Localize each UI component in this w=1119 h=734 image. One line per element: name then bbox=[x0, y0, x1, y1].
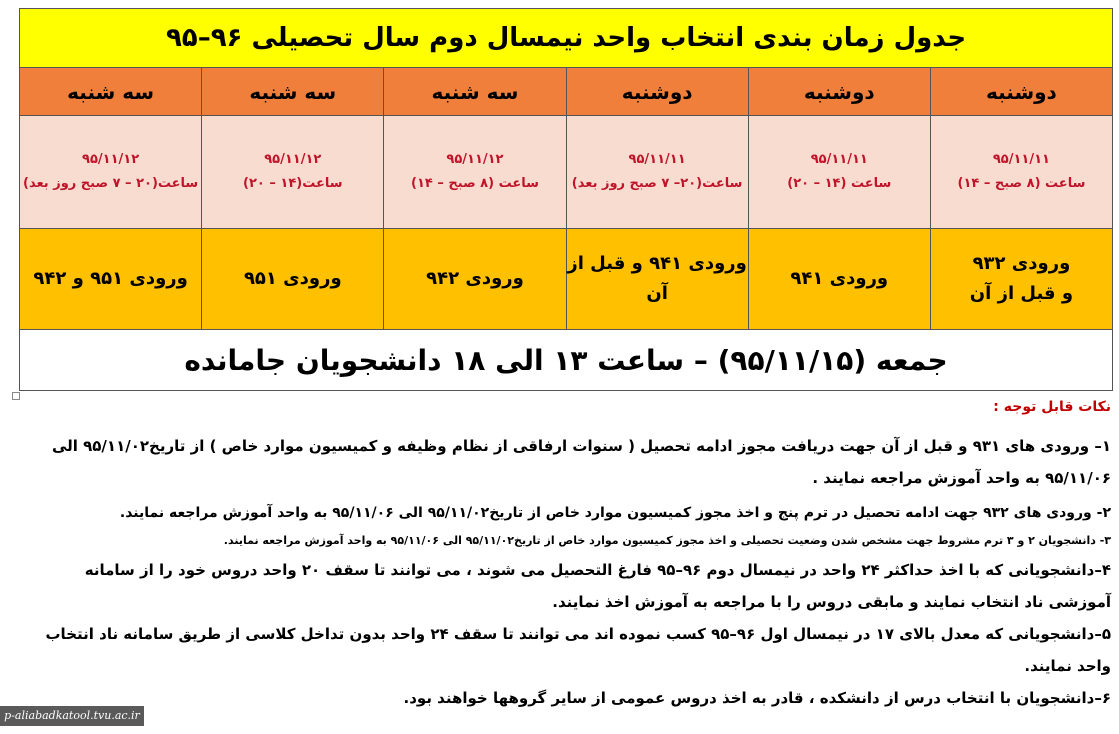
table-title: جدول زمان بندی انتخاب واحد نیمسال دوم سال تحصیلی ۹۶–۹۵ bbox=[20, 9, 1113, 68]
date-cell bbox=[202, 116, 384, 229]
entry-cell: ورودی ۹۴۱ و قبل از آن bbox=[566, 229, 748, 330]
entry-cell: ورودی ۹۵۱ bbox=[202, 229, 384, 330]
day-header: سه شنبه bbox=[202, 68, 384, 116]
notes-title-text: نکات قابل توجه bbox=[1003, 399, 1111, 415]
day-header: سه شنبه bbox=[384, 68, 566, 116]
note-item: ۳- دانشجویان ۲ و ۳ ترم مشروط جهت مشخص شدن وضعیت تحصیلی و اخذ مجوز کمیسیون موارد خاص از تاریخ۹۵/۱۱/۰۲ الی ۹۵/۱۱/۰۶ به واحد آموزش مراجعه نمایند. bbox=[223, 534, 1111, 547]
date-text: ۹۵/۱۱/۱۱ bbox=[628, 152, 686, 167]
note-item: ۶–دانشجویان با انتخاب درس از دانشکده ، قادر به اخذ دروس عمومی از سایر گروهها خواهند بود. bbox=[403, 689, 1111, 707]
entry-cell: ورودی ۹۴۱ bbox=[748, 229, 930, 330]
date-row bbox=[20, 116, 1113, 229]
notes-list bbox=[21, 430, 1111, 714]
day-row bbox=[20, 68, 1113, 116]
notes-title bbox=[993, 399, 1111, 415]
footer-note: جمعه (۹۵/۱۱/۱۵) – ساعت ۱۳ الی ۱۸ دانشجویان جامانده bbox=[20, 330, 1113, 391]
time-text: ساعت (۸ صبح – ۱۴) bbox=[957, 176, 1086, 191]
entry-row bbox=[20, 229, 1113, 330]
time-text: ساعت(۲۰ – ۷ صبح روز بعد) bbox=[23, 176, 199, 191]
table-resize-handle[interactable] bbox=[12, 392, 20, 400]
day-header: دوشنبه bbox=[566, 68, 748, 116]
date-text: ۹۵/۱۱/۱۲ bbox=[446, 152, 504, 167]
day-header: سه شنبه bbox=[20, 68, 202, 116]
entry-cell: ورودی ۹۳۲ و قبل از آن bbox=[930, 229, 1112, 330]
time-text: ساعت(۱۴ – ۲۰) bbox=[243, 176, 343, 191]
date-cell bbox=[748, 116, 930, 229]
time-text: ساعت (۸ صبح – ۱۴) bbox=[411, 176, 539, 191]
notes-title-colon: : bbox=[993, 399, 999, 415]
time-text: ساعت(۲۰– ۷ صبح روز بعد) bbox=[571, 176, 743, 191]
time-text: ساعت (۱۴ – ۲۰) bbox=[787, 176, 892, 191]
date-cell bbox=[384, 116, 566, 229]
site-watermark: p-aliabadkatool.tvu.ac.ir bbox=[0, 706, 144, 726]
entry-cell: ورودی ۹۴۲ bbox=[384, 229, 566, 330]
note-item: ۴–دانشجویانی که با اخذ حداکثر ۲۴ واحد در نیمسال دوم ۹۶–۹۵ فارغ التحصیل می شوند ، می توانند تا سقف ۲۰ واحد دروس خود را از سامانه آموزشی ناد انتخاب نمایند و مابقی دروس را با مراجعه به آموزش اخذ نمایند. bbox=[84, 561, 1111, 611]
date-cell bbox=[566, 116, 748, 229]
date-text: ۹۵/۱۱/۱۱ bbox=[810, 152, 868, 167]
date-cell bbox=[20, 116, 202, 229]
day-header: دوشنبه bbox=[930, 68, 1112, 116]
date-text: ۹۵/۱۱/۱۲ bbox=[82, 152, 140, 167]
note-item: ۱– ورودی های ۹۳۱ و قبل از آن جهت دریافت مجوز ادامه تحصیل ( سنوات ارفاقی از نظام وظیفه و کمیسیون موارد خاص ) از تاریخ۹۵/۱۱/۰۲ الی ۹۵/۱۱/۰۶ به واحد آموزش مراجعه نمایند . bbox=[51, 437, 1111, 487]
date-text: ۹۵/۱۱/۱۱ bbox=[992, 152, 1050, 167]
schedule-table bbox=[19, 8, 1113, 391]
note-item: ۲- ورودی های ۹۳۲ جهت ادامه تحصیل در ترم پنج و اخذ مجوز کمیسیون موارد خاص از تاریخ۹۵/۱۱/۰۲ الی ۹۵/۱۱/۰۶ به واحد آموزش مراجعه نمایند. bbox=[119, 505, 1111, 521]
date-text: ۹۵/۱۱/۱۲ bbox=[264, 152, 322, 167]
date-cell bbox=[930, 116, 1112, 229]
entry-cell: ورودی ۹۵۱ و ۹۴۲ bbox=[20, 229, 202, 330]
day-header: دوشنبه bbox=[748, 68, 930, 116]
note-item: ۵–دانشجویانی که معدل بالای ۱۷ در نیمسال اول ۹۶–۹۵ کسب نموده اند می توانند تا سقف ۲۴ واحد بدون تداخل کلاسی از طریق سامانه ناد انتخاب واحد نمایند. bbox=[45, 625, 1111, 675]
